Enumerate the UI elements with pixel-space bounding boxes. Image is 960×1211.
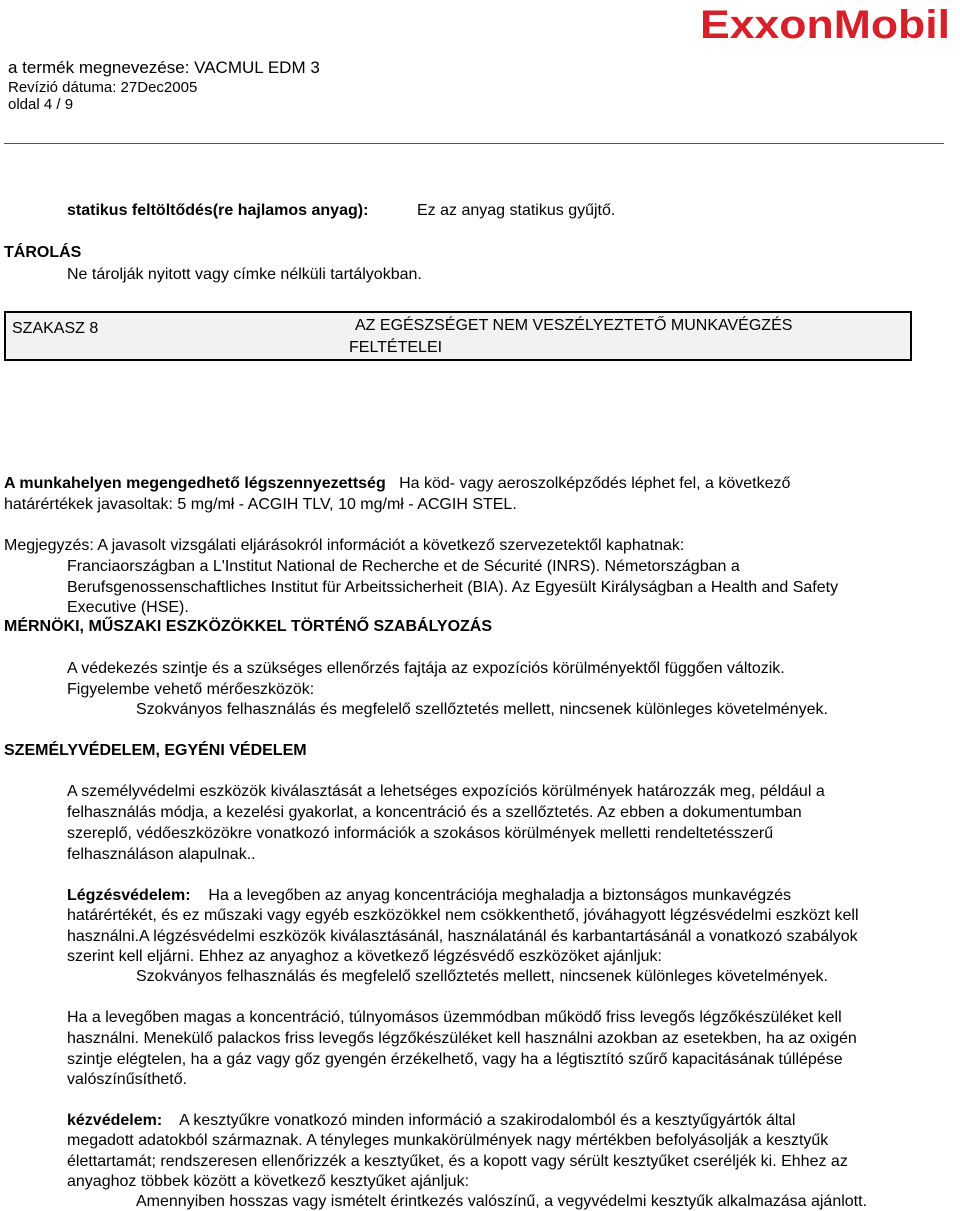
resp-line3: használni.A légzésvédelmi eszközök kiválasztásánál, használatánál és karbantartásánál a vonatkozó szabályok <box>67 928 858 945</box>
hand-line2: megadott adatokból származnak. A tényleges munkakörülmények nagy mértékben befolyásolják a kesztyűk <box>67 1132 829 1149</box>
exposure-label: A munkahelyen megengedhető légszennyezettség <box>4 475 386 492</box>
revision-date: Revízió dátuma: 27Dec2005 <box>8 79 198 96</box>
hand-indent: Amennyiben hosszas vagy ismételt érintkezés valószínű, a vegyvédelmi kesztyűk alkalmazása ajánlott. <box>136 1193 868 1210</box>
resp-indent: Szokványos felhasználás és megfelelő szellőztetés mellett, nincsenek különleges követelmények. <box>136 968 828 985</box>
header-rule <box>4 143 944 144</box>
section-title-line1: AZ EGÉSZSÉGET NEM VESZÉLYEZTETŐ MUNKAVÉGZÉS <box>355 317 793 334</box>
svg-text:ExxonMobil: ExxonMobil <box>700 3 950 47</box>
hand-label: kézvédelem: <box>67 1112 163 1129</box>
engineering-line3: Szokványos felhasználás és megfelelő szellőztetés mellett, nincsenek különleges követelmények. <box>136 701 828 718</box>
ppe-p1-line3: szereplő, védőeszközökre vonatkozó információk a szokásos körülmények melletti rendeltetésszerű <box>67 825 774 842</box>
section-number: SZAKASZ 8 <box>12 320 99 337</box>
product-name-line: a termék megnevezése: VACMUL EDM 3 <box>8 58 320 77</box>
engineering-line1: A védekezés szintje és a szükséges ellenőrzés fajtája az expozíciós körülményektől függően változik. <box>67 660 785 677</box>
storage-heading: TÁROLÁS <box>4 244 82 261</box>
hand-line1 <box>67 1111 795 1130</box>
exposure-text: Ha köd- vagy aeroszolképződés léphet fel, a következő <box>399 475 791 492</box>
ppe-heading: SZEMÉLYVÉDELEM, EGYÉNI VÉDELEM <box>4 742 307 759</box>
ppe-p1-line1: A személyvédelmi eszközök kiválasztását a lehetséges expozíciós körülmények határozzák meg, például a <box>67 783 825 800</box>
resp-line4: szerint kell eljárni. Ehhez az anyaghoz a következő légzésvédő eszközöket ajánljuk: <box>67 948 662 965</box>
static-label: statikus feltöltődés(re hajlamos anyag): <box>67 202 369 219</box>
ppe-p1-line4: felhasználáson alapulnak.. <box>67 846 256 863</box>
resp-line2: határértékét, és ez műszaki vagy egyéb eszközökkel nem csökkenthető, jóváhagyott légzésvédelmi eszközt kell <box>67 907 859 924</box>
note-line1: Megjegyzés: A javasolt vizsgálati eljárásokról információt a következő szervezetektől kaphatnak: <box>4 537 685 554</box>
resp-label: Légzésvédelem: <box>67 887 191 904</box>
section-title-line2: FELTÉTELEI <box>349 339 443 356</box>
air-line1: Ha a levegőben magas a koncentráció, túlnyomásos üzemmódban működő friss levegős légzőkészüléket kell <box>67 1009 842 1026</box>
exposure-line1 <box>4 474 790 493</box>
section-8-header <box>4 311 912 361</box>
ppe-p1-line2: felhasználás módja, a kezelési gyakorlat, a koncentráció és a szellőztetés. Az ebben a dokumentumban <box>67 804 802 821</box>
storage-text: Ne tárolják nyitott vagy címke nélküli tartályokban. <box>67 266 422 283</box>
air-line3: szintje elégtelen, ha a gáz vagy gőz gyengén érzékelhető, vagy ha a légtisztító szűrő kapacitásának túllépése <box>67 1051 843 1068</box>
air-line4: valószínűsíthető. <box>67 1071 188 1088</box>
engineering-line2: Figyelembe vehető mérőeszközök: <box>67 681 315 698</box>
resp-text: Ha a levegőben az anyag koncentrációja meghaladja a biztonságos munkavégzés <box>208 887 791 904</box>
static-value: Ez az anyag statikus gyűjtő. <box>417 202 616 219</box>
resp-line1 <box>67 886 791 905</box>
note-line4: Executive (HSE). <box>67 599 189 616</box>
hand-line3: élettartamát; rendszeresen ellenőrizzék a kesztyűket, és a kopott vagy sérült kesztyűket cseréljék ki. Ehhez az <box>67 1153 848 1170</box>
note-line2: Franciaországban a L'Institut National de Recherche et de Sécurité (INRS). Németországban a <box>67 558 740 575</box>
air-line2: használni. Menekülő palackos friss levegős légzőkészüléket kell használni azokban az esetekben, ha az oxigén <box>67 1030 857 1047</box>
page-number: oldal 4 / 9 <box>8 96 74 113</box>
note-line3: Berufsgenossenschaftliches Institut für Arbeitssicherheit (BIA). Az Egyesült Királyságban a Health and Safety <box>67 579 839 596</box>
hand-line4: anyaghoz többek között a következő kesztyűket ajánljuk: <box>67 1173 470 1190</box>
hand-text: A kesztyűkre vonatkozó minden információ a szakirodalomból és a kesztyűgyártók által <box>179 1112 796 1129</box>
exposure-line2: határértékek javasoltak: 5 mg/mł - ACGIH TLV, 10 mg/mł - ACGIH STEL. <box>4 496 517 513</box>
engineering-heading: MÉRNÖKI, MŰSZAKI ESZKÖZÖKKEL TÖRTÉNŐ SZABÁLYOZÁS <box>4 618 493 635</box>
exxonmobil-logo <box>700 0 955 56</box>
